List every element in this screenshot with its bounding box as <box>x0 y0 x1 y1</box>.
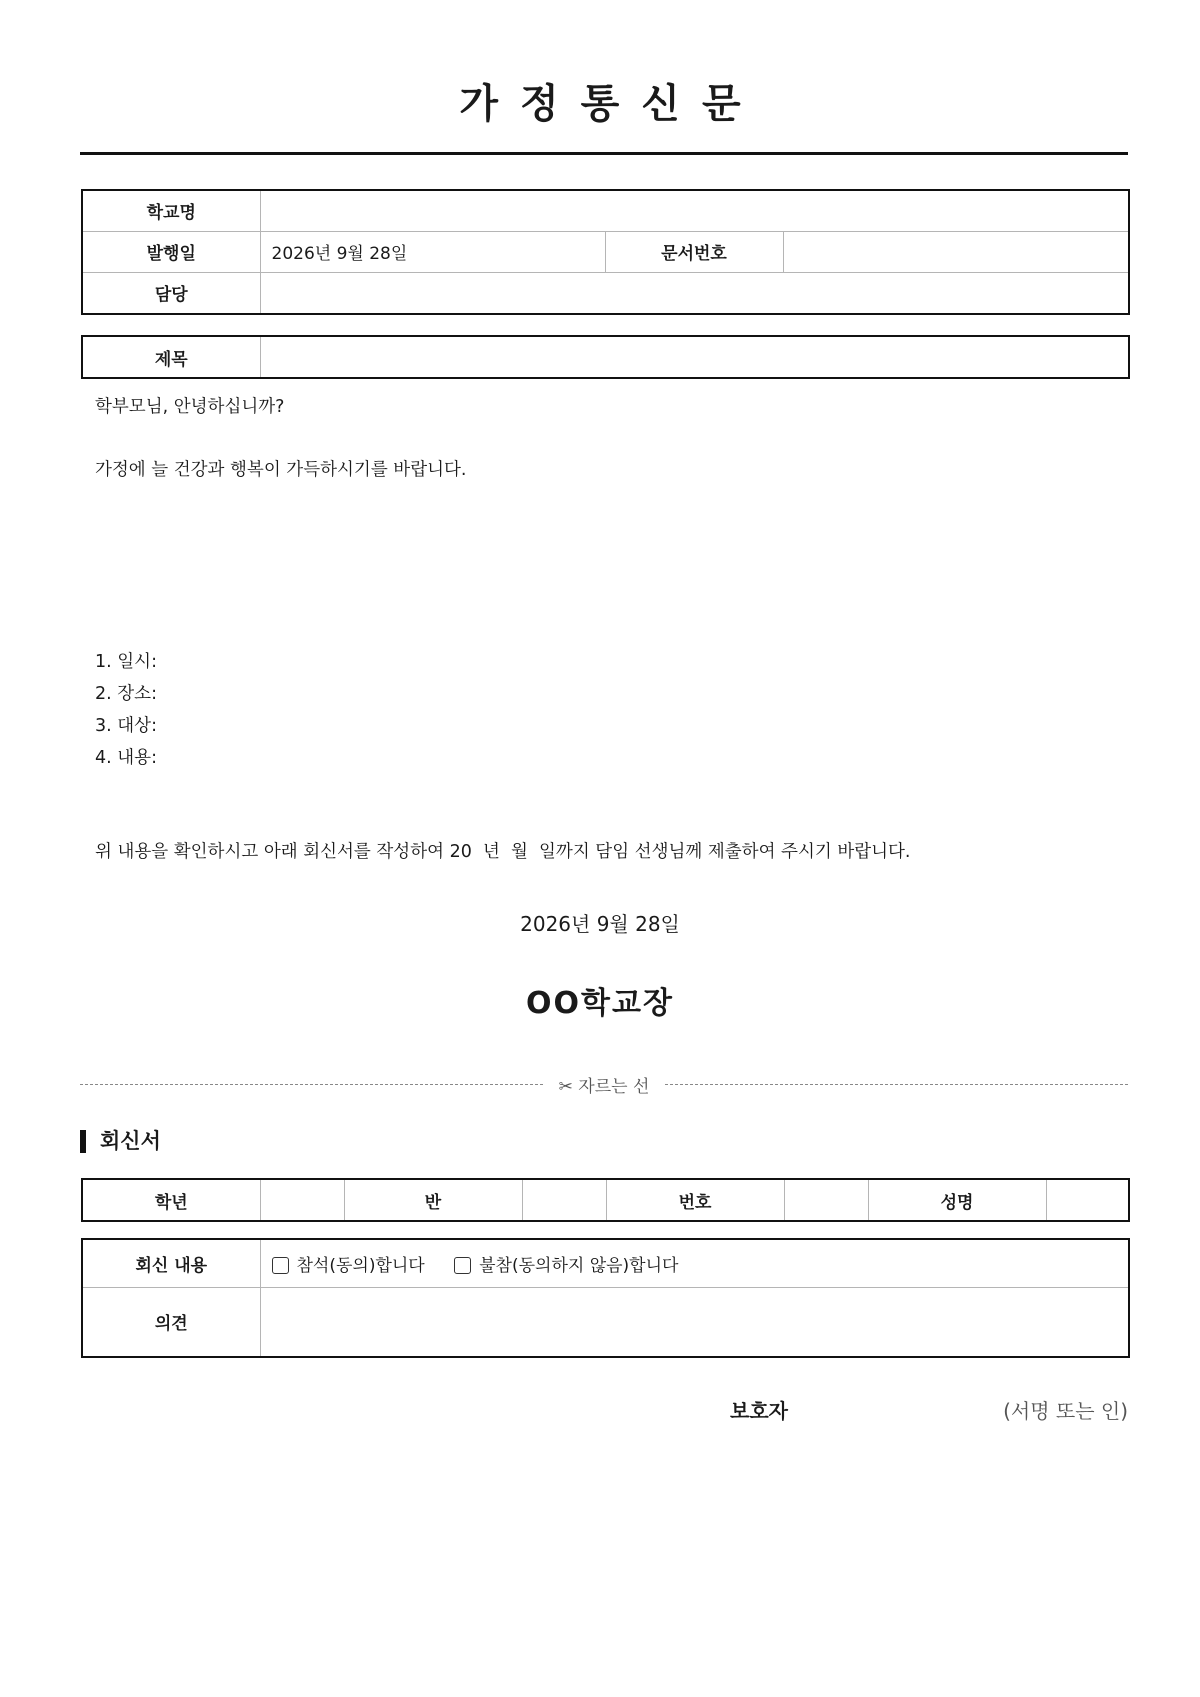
manager-label: 담당 <box>82 272 260 314</box>
decline-option[interactable] <box>454 1251 678 1276</box>
subject-field[interactable] <box>260 336 1129 378</box>
grade-label: 학년 <box>82 1179 260 1221</box>
manager-field[interactable] <box>260 272 1129 314</box>
issue-date-field[interactable]: 2026년 9월 28일 <box>260 231 605 272</box>
attend-checkbox[interactable] <box>272 1257 289 1274</box>
number-field[interactable] <box>784 1179 868 1221</box>
list-item: 1. 일시: <box>95 652 157 672</box>
class-label: 반 <box>344 1179 522 1221</box>
list-item: 2. 장소: <box>95 684 157 704</box>
attend-option[interactable] <box>272 1251 425 1276</box>
student-table <box>81 1178 1130 1222</box>
page-title: 가정통신문 <box>459 81 763 127</box>
list-item: 4. 내용: <box>95 748 157 768</box>
response-options <box>260 1239 1129 1287</box>
class-field[interactable] <box>522 1179 606 1221</box>
request-text: 위 내용을 확인하시고 아래 회신서를 작성하여 20 년 월 일까지 담임 선생님께 제출하여 주시기 바랍니다. <box>95 842 911 862</box>
doc-number-label: 문서번호 <box>605 231 783 272</box>
subject-label: 제목 <box>82 336 260 378</box>
guardian-label: 보호자 <box>730 1399 788 1423</box>
wish-text: 가정에 늘 건강과 행복이 가득하시기를 바랍니다. <box>95 460 467 480</box>
list-item: 3. 대상: <box>95 716 157 736</box>
cut-line <box>80 1072 1128 1096</box>
school-name-label: 학교명 <box>82 190 260 231</box>
name-label: 성명 <box>868 1179 1046 1221</box>
grade-field[interactable] <box>260 1179 344 1221</box>
cut-line-label: 자르는 선 <box>578 1077 650 1097</box>
attend-option-label: 참석(동의)합니다 <box>296 1255 425 1276</box>
issue-date-label: 발행일 <box>82 231 260 272</box>
subject-table <box>81 335 1130 379</box>
name-field[interactable] <box>1046 1179 1129 1221</box>
principal-signoff: OO학교장 <box>526 986 674 1021</box>
scissors-icon: ✂ <box>558 1077 573 1097</box>
decline-checkbox[interactable] <box>454 1257 471 1274</box>
title-divider <box>80 152 1128 155</box>
info-table <box>81 189 1130 315</box>
opinion-label: 의견 <box>82 1287 260 1357</box>
number-label: 번호 <box>606 1179 784 1221</box>
signature-note: (서명 또는 인) <box>1003 1399 1128 1423</box>
notice-date: 2026년 9월 28일 <box>520 912 680 936</box>
decline-option-label: 불참(동의하지 않음)합니다 <box>479 1255 679 1276</box>
response-table <box>81 1238 1130 1358</box>
greeting-text: 학부모님, 안녕하십니까? <box>95 397 285 417</box>
response-label: 회신 내용 <box>82 1239 260 1287</box>
doc-number-field[interactable] <box>783 231 1129 272</box>
school-name-field[interactable] <box>260 190 1129 231</box>
reply-heading: 회신서 <box>80 1130 161 1153</box>
opinion-field[interactable] <box>260 1287 1129 1357</box>
